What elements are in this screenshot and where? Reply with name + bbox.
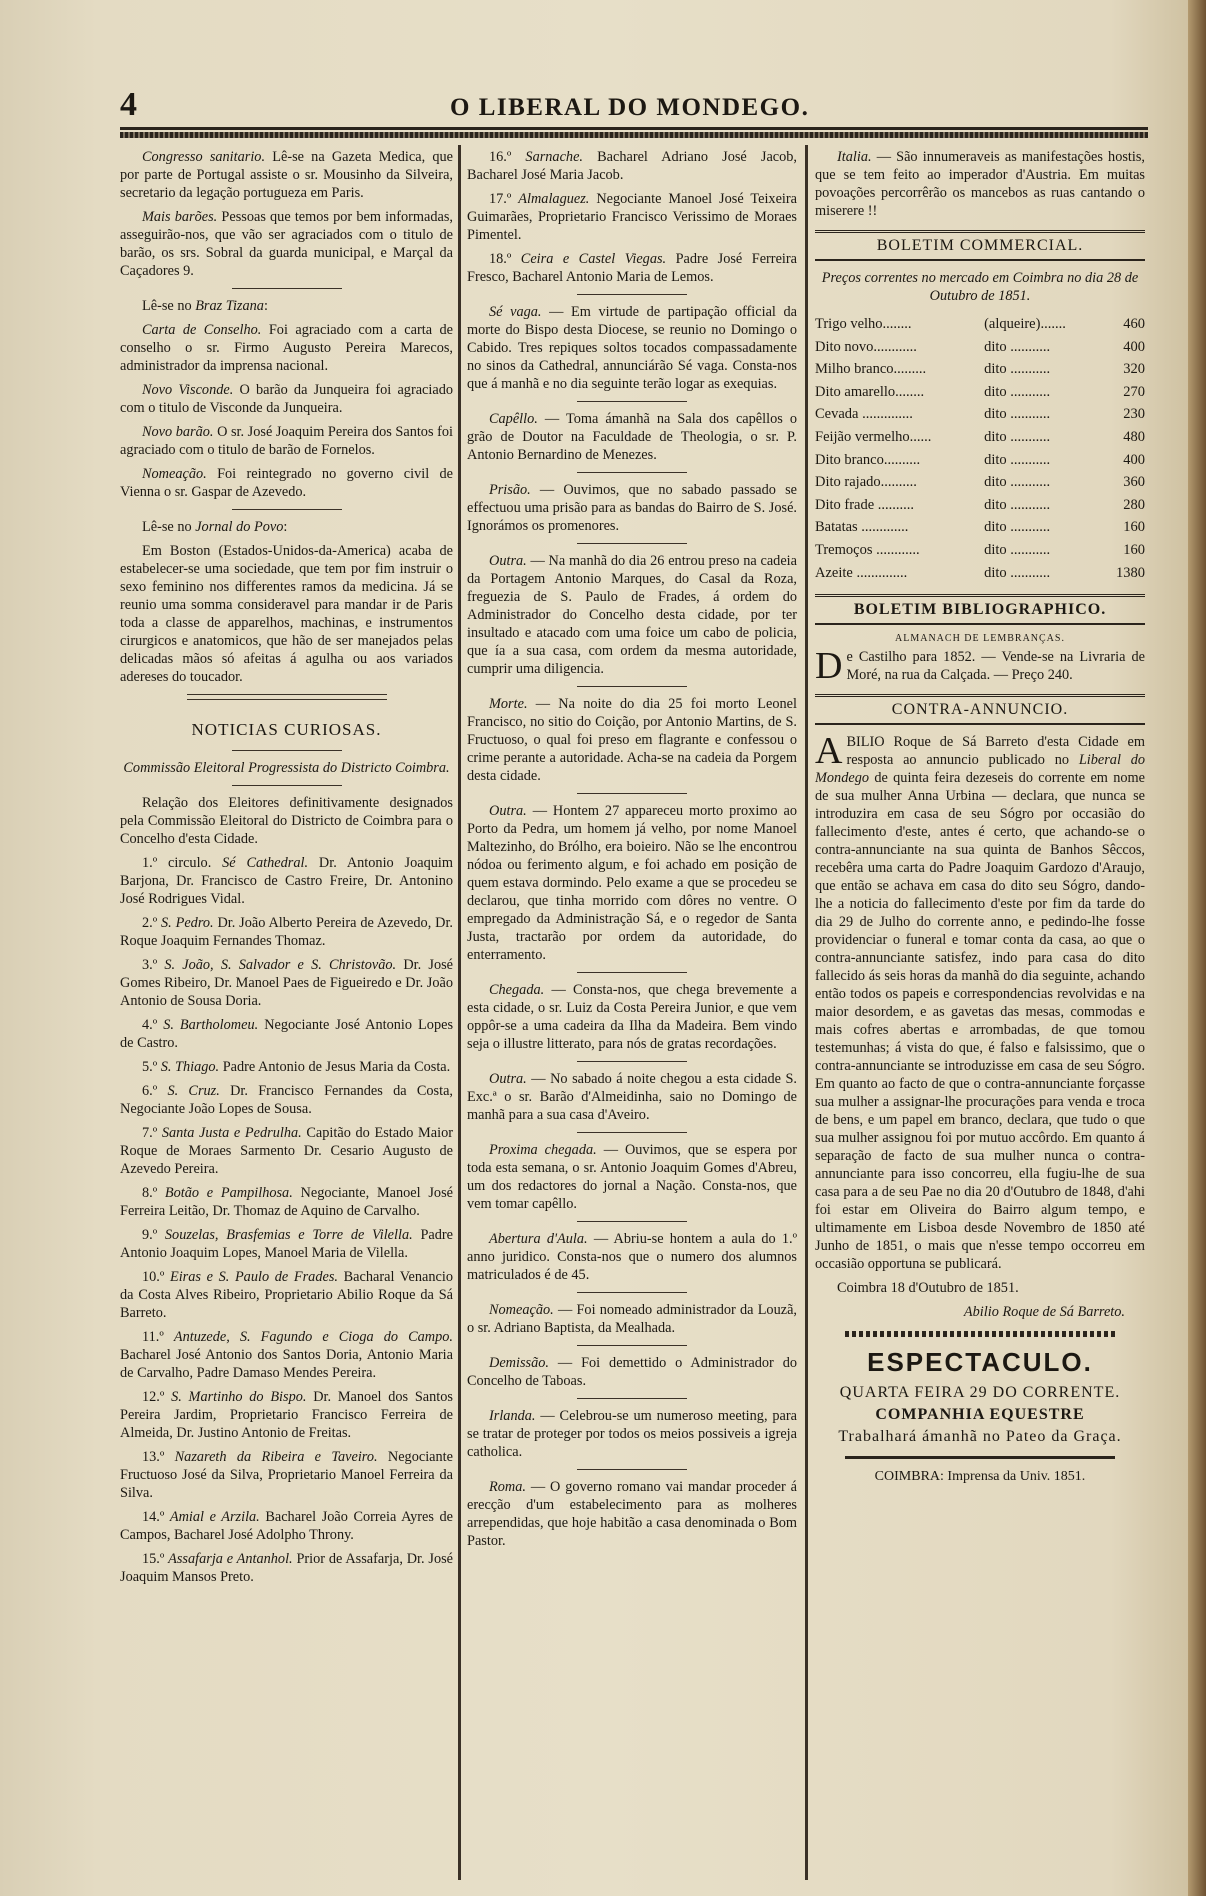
separator [845, 1331, 1115, 1337]
news-item: Irlanda. — Celebrou-se um numeroso meeting, para se tratar de proteger por todos os meios possiveis a igreja catholica. [467, 1408, 797, 1460]
circle-entry: 10.º Eiras e S. Paulo de Frades. Bacharal Venancio da Costa Alves Ribeiro, Proprietario Abilio Roque da Sá Barreto. [120, 1269, 453, 1321]
news-item: Sé vaga. — Em virtude de partipação official da morte do Bispo desta Diocese, se reunio no Domingo o Cabido. Tres repiques soltos tocados compassadamente no sinos da Cathedral, annunciárão Sé vaga. Consta-nos que á manhã e no dia seguinte terão logar as exequias. [467, 304, 797, 392]
article-paragraph: Em Boston (Estados-Unidos-da-America) acaba de estabelecer-se uma sociedade, que tem por fim instruir o sexo feminino nos differentes ramos da medicina. Já se reunio uma somma consideravel para mandar ir de Paris toda a classe de apparelhos, machinas, e instrumentos cirurgicos e anatomicos, que hão de ser manejados pelas delicadas mãos só afeitas á agulha ou aos variados adereses do toucador. [120, 543, 453, 685]
circle-entry: 9.º Souzelas, Brasfemias e Torre de Vilella. Padre Antonio Joaquim Lopes, Manoel Maria de Vilella. [120, 1227, 453, 1261]
separator [577, 793, 687, 794]
separator [577, 294, 687, 295]
section-heading: BOLETIM COMMERCIAL. [815, 230, 1145, 261]
circle-entry: 12.º S. Martinho do Bispo. Dr. Manoel dos Santos Pereira Jardim, Proprietario Francisco Ferreira de Almeida, Dr. Justino Antonio de Freitas. [120, 1389, 453, 1441]
table-row: Dito rajado.......... dito ........... 360 [815, 474, 1145, 491]
separator [577, 401, 687, 402]
table-row: Dito branco.......... dito ........... 400 [815, 451, 1145, 468]
separator [577, 1221, 687, 1222]
signature-line: Abilio Roque de Sá Barreto. [963, 1304, 1125, 1321]
news-item: Italia. — São innumeraveis as manifestações hostis, que se tem feito ao imperador d'Austria. Em muitas povoações percorrêrão os mancebos as ruas cantando o miserere !! [815, 149, 1145, 219]
separator [845, 1456, 1115, 1459]
article-paragraph: Lê-se no Braz Tizana: [142, 298, 268, 314]
circle-entry: 13.º Nazareth da Ribeira e Taveiro. Negociante Fructuoso José da Silva, Proprietario Manoel Ferreira da Silva. [120, 1449, 453, 1501]
news-item: Prisão. — Ouvimos, que no sabado passado se effectuou uma prisão para as bandas do Bairro de S. José. Ignorámos os promenores. [467, 482, 797, 534]
separator [232, 750, 342, 751]
news-item: Outra. — No sabado á noite chegou a esta cidade S. Exc.ª o sr. Barão d'Almeidinha, saio no Domingo de manhã para a sua casa d'Aveiro. [467, 1071, 797, 1123]
event-date: QUARTA FEIRA 29 DO CORRENTE. [839, 1384, 1121, 1402]
table-row: Azeite .............. dito ........... 1380 [815, 564, 1145, 581]
circle-entry: 17.º Almalaguez. Negociante Manoel José Teixeira Guimarães, Proprietario Francisco Verissimo de Moraes Pimentel. [467, 191, 797, 243]
column-1 [120, 148, 453, 1878]
table-row: Dito frade .......... dito ........... 280 [815, 496, 1145, 513]
news-item: Proxima chegada. — Ouvimos, que se espera por toda esta semana, o sr. Antonio Joaquim Gomes d'Abreu, um dos redactores do jornal a Nação. Consta-nos, que vem tomar capêllo. [467, 1142, 797, 1212]
spectacle-heading: ESPECTACULO. [867, 1347, 1093, 1378]
separator [577, 686, 687, 687]
section-heading: BOLETIM BIBLIOGRAPHICO. [815, 594, 1145, 625]
news-item: Outra. — Na manhã do dia 26 entrou preso na cadeia da Portagem Antonio Marques, do Casal da Roza, freguezia de S. Paulo de Frades, á ordem do Administrador do Concelho desta cidade, por ter insultado e atacado com uma foice um cabo de policia, que ía a sua casa, com ordem da mesma autoridade, cumprir uma diligencia. [467, 553, 797, 677]
separator [577, 972, 687, 973]
circle-entry: 1.º circulo. Sé Cathedral. Dr. Antonio Joaquim Barjona, Dr. Francisco de Castro Freire, Dr. Antonino José Rodrigues Vidal. [120, 855, 453, 907]
almanach-heading: ALMANACH DE LEMBRANÇAS. [895, 633, 1065, 645]
section-heading: NOTICIAS CURIOSAS. [191, 720, 382, 739]
article-paragraph: Nomeação. Foi reintegrado no governo civil de Vienna o sr. Gaspar de Azevedo. [120, 466, 453, 500]
header-ornament-rule [120, 132, 1148, 138]
column-divider [805, 145, 808, 1880]
imprint: COIMBRA: Imprensa da Univ. 1851. [874, 1469, 1086, 1485]
page-header [120, 86, 1140, 126]
table-row: Trigo velho........ (alqueire)....... 460 [815, 316, 1145, 332]
news-item: Nomeação. — Foi nomeado administrador da Louzã, o sr. Adriano Baptista, da Mealhada. [467, 1302, 797, 1336]
separator [577, 1345, 687, 1346]
column-divider [458, 145, 461, 1880]
price-list-caption: Preços correntes no mercado em Coimbra no dia 28 de Outubro de 1851. [821, 270, 1139, 304]
price-table [815, 313, 1145, 584]
news-item: Outra. — Hontem 27 appareceu morto proximo ao Porto da Pedra, um homem já velho, por nome Manoel Maltezinho, do Brólho, era boieiro. Não se lhe encontrou nódoa ou ferimento algum, e foi achado em posição de quem estava dormindo. Pelo exame a que se procedeu se declarou, que tinha morrido com dôres no ventre. O empregado da Administração Sá, e o regedor de Santa Justa, tractarão por ordem da autoridade, do enterramento. [467, 803, 797, 963]
news-item: Chegada. — Consta-nos, que chega brevemente a esta cidade, o sr. Luiz da Costa Pereira Junior, e que vem oppôr-se a uma cadeira da Ilha da Madeira. Bem vindo seja o illustre litterato, para nós de gratas recordações. [467, 982, 797, 1052]
article-paragraph: Novo barão. O sr. José Joaquim Pereira dos Santos foi agraciado com o titulo de barão de Fornelos. [120, 424, 453, 458]
separator [232, 785, 342, 786]
table-row: Feijão vermelho...... dito ........... 480 [815, 428, 1145, 445]
separator [187, 694, 387, 700]
separator [577, 472, 687, 473]
news-item: Abertura d'Aula. — Abriu-se hontem a aula do 1.º anno juridico. Consta-nos que o numero dos alumnos matriculados é de 45. [467, 1231, 797, 1283]
news-item: Capêllo. — Toma ámanhã na Sala dos capêllos o grão de Doutor na Faculdade de Theologia, o sr. P. Antonio Bernardino de Menezes. [467, 411, 797, 463]
article-paragraph: Carta de Conselho. Foi agraciado com a carta de conselho o sr. Firmo Augusto Pereira Marecos, administrador da imprensa nacional. [120, 322, 453, 374]
article-paragraph: Congresso sanitario. Lê-se na Gazeta Medica, que por parte de Portugal assiste o sr. Mousinho da Silveira, secretario da legação portugueza em Paris. [120, 149, 453, 201]
table-row: Milho branco......... dito ........... 320 [815, 361, 1145, 378]
section-heading: CONTRA-ANNUNCIO. [815, 694, 1145, 725]
table-row: Batatas ............. dito ........... 160 [815, 519, 1145, 536]
separator [577, 1292, 687, 1293]
circle-entry: 8.º Botão e Pampilhosa. Negociante, Manoel José Ferreira Leitão, Dr. Thomaz de Aquino de Carvalho. [120, 1185, 453, 1219]
article-paragraph: Mais barões. Pessoas que temos por bem informadas, asseguirão-nos, que vão ser agraciados com o titulo de barão, os srs. Sobral da guarda municipal, e Marçal da Caçadores 9. [120, 209, 453, 279]
separator [577, 1398, 687, 1399]
circle-entry: 16.º Sarnache. Bacharel Adriano José Jacob, Bacharel José Maria Jacob. [467, 149, 797, 183]
article-paragraph: ABILIO Roque de Sá Barreto d'esta Cidade em resposta ao annuncio publicado no Liberal do Mondego de quinta feira dezeseis do corrente em nome de sua mulher Anna Urbina — declara, que nunca se introduzira em casa de seu Sógro por occasião do fallecimento d'este, antes é certo, que achando-se o contra-annunciante na sua quinta de Banhos Sêccos, recebêra uma carta do Padre Joaquim Gardozo d'Araujo, que então se achava em casa do dito seu Sógro, dando-lhe a noticia do fallecimento d'este por fim da tarde do dia 29 de Julho do corrente anno, e pedindo-lhe fosse providenciar o funeral e tomar conta da casa, ao que o contra-annunciante satisfez, indo para casa do dito fallecido ás seis horas da manhã do dia seguinte, achando então todos os papeis e correspondencias revolvidas e na maior desordem, e as gavetas das mesas, commodas e mais cofres abertas e arrombadas, de que tomou testemunhas; á vista do que, é falso e falsissimo, que o contra-annunciante se introduzisse em casa de seu Sógro. Em quanto ao facto de que o contra-annunciante forçasse sua mulher a assignar-lhe procurações para venda e troca de bens, e um papel em branco, declara, que tudo o que sua mulher assignou foi por mutuo accôrdo. Em quanto á separação de facto de sua mulher nunca o contra-annunciante para isso concorreu, ella fugiu-lhe de sua casa para a de seu Pae no dia 20 d'Outubro de 1848, d'ahi foi estar em Oliveira do Bairro algum tempo, e ultimamente em Lisboa desde Novembro de 1850 até Junho de 1851, o mais que n'esse tempo occorreu em occasião opportuna se publicará. [815, 730, 1145, 1273]
dateline: Coimbra 18 d'Outubro de 1851. [837, 1280, 1019, 1297]
article-paragraph: Relação dos Eleitores definitivamente designados pela Commissão Eleitoral do Districto de Coimbra para o Concelho d'esta Cidade. [120, 795, 453, 847]
news-item: Morte. — Na noite do dia 25 foi morto Leonel Francisco, no sitio do Coição, por Antonio Martins, de S. Fructuoso, o qual foi preso em flagrante e confessou o crime perante a autoridade. Acha-se na cadeia da Porgem desta cidade. [467, 696, 797, 784]
event-place: Trabalhará ámanhã no Pateo da Graça. [838, 1428, 1122, 1446]
article-paragraph: Novo Visconde. O barão da Junqueira foi agraciado com o titulo de Visconde da Junqueira. [120, 382, 453, 416]
circle-entry: 18.º Ceira e Castel Viegas. Padre José Ferreira Fresco, Bacharel Antonio Maria de Lemos. [467, 251, 797, 285]
circle-entry: 3.º S. João, S. Salvador e S. Christovão. Dr. José Gomes Ribeiro, Dr. Manoel Paes de Figueiredo e Dr. João Antonio de Sousa Doria. [120, 957, 453, 1009]
circle-entry: 15.º Assafarja e Antanhol. Prior de Assafarja, Dr. José Joaquim Mansos Preto. [120, 1551, 453, 1585]
separator [232, 509, 342, 510]
masthead-title: O LIBERAL DO MONDEGO. [450, 94, 810, 121]
header-rule [120, 127, 1148, 130]
column-3 [815, 148, 1145, 1878]
separator [577, 1061, 687, 1062]
column-2 [467, 148, 797, 1878]
company-name: COMPANHIA EQUESTRE [875, 1406, 1085, 1424]
table-row: Cevada .............. dito ........... 230 [815, 406, 1145, 423]
news-item: Roma. — O governo romano vai mandar proceder á erecção d'um estabelecimento para as molheres arrependidas, que hoje habitão a casa denominada o Bom Pastor. [467, 1479, 797, 1549]
news-item: Demissão. — Foi demettido o Administrador do Concelho de Taboas. [467, 1355, 797, 1389]
separator [577, 1132, 687, 1133]
circle-entry: 7.º Santa Justa e Pedrulha. Capitão do Estado Maior Roque de Moraes Sarmento Dr. Cesario Augusto de Azevedo Pereira. [120, 1125, 453, 1177]
article-paragraph: Lê-se no Jornal do Povo: [142, 519, 288, 535]
circle-entry: 4.º S. Bartholomeu. Negociante José Antonio Lopes de Castro. [120, 1017, 453, 1051]
separator [232, 288, 342, 289]
table-row: Tremoços ............ dito ........... 160 [815, 541, 1145, 558]
section-subheading: Commissão Eleitoral Progressista do Districto Coimbra. [123, 760, 450, 776]
news-item: De Castilho para 1852. — Vende-se na Livraria de Moré, na rua da Calçada. — Preço 240. [815, 645, 1145, 688]
separator [577, 1469, 687, 1470]
circle-entry: 6.º S. Cruz. Dr. Francisco Fernandes da Costa, Negociante João Lopes de Sousa. [120, 1083, 453, 1117]
circle-entry: 5.º S. Thiago. Padre Antonio de Jesus Maria da Costa. [142, 1059, 451, 1075]
circle-entry: 14.º Amial e Arzila. Bacharel João Correia Ayres de Campos, Bacharel José Adolpho Throny. [120, 1509, 453, 1543]
circle-entry: 11.º Antuzede, S. Fagundo e Cioga do Campo. Bacharel José Antonio dos Santos Doria, Antonio Maria de Carvalho, Padre Damaso Mendes Pereira. [120, 1329, 453, 1381]
table-row: Dito amarello........ dito ........... 270 [815, 383, 1145, 400]
separator [577, 543, 687, 544]
table-row: Dito novo............ dito ........... 400 [815, 338, 1145, 355]
circle-entry: 2.º S. Pedro. Dr. João Alberto Pereira de Azevedo, Dr. Roque Joaquim Fernandes Thomaz. [120, 915, 453, 949]
page-number: 4 [120, 86, 137, 123]
